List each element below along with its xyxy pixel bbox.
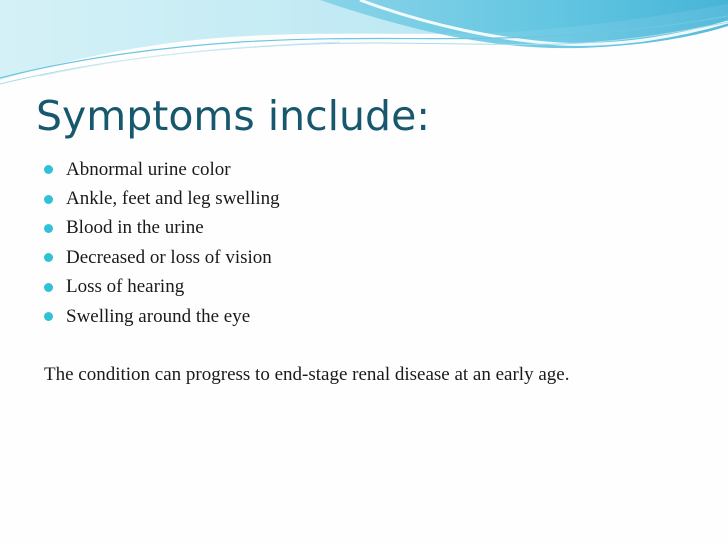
bullet-dot-icon xyxy=(44,165,53,174)
list-item xyxy=(44,214,280,243)
bullet-dot-icon xyxy=(44,312,53,321)
list-item xyxy=(44,155,280,184)
bullet-dot-icon xyxy=(44,253,53,262)
progression-note: The condition can progress to end-stage renal disease at an early age. xyxy=(44,364,570,385)
list-item xyxy=(44,184,280,213)
header-wave-decoration xyxy=(0,0,728,90)
list-item-text: Loss of hearing xyxy=(66,276,185,298)
list-item xyxy=(44,273,280,302)
list-item-text: Blood in the urine xyxy=(66,217,204,239)
bullet-dot-icon xyxy=(44,283,53,292)
bullet-dot-icon xyxy=(44,224,53,233)
list-item xyxy=(44,243,280,272)
slide-title: Symptoms include: xyxy=(36,92,431,140)
symptom-list xyxy=(44,155,280,331)
list-item xyxy=(44,302,280,331)
list-item-text: Swelling around the eye xyxy=(66,305,251,327)
list-item-text: Decreased or loss of vision xyxy=(66,246,272,268)
bullet-dot-icon xyxy=(44,195,53,204)
list-item-text: Abnormal urine color xyxy=(66,158,231,180)
list-item-text: Ankle, feet and leg swelling xyxy=(66,188,280,210)
